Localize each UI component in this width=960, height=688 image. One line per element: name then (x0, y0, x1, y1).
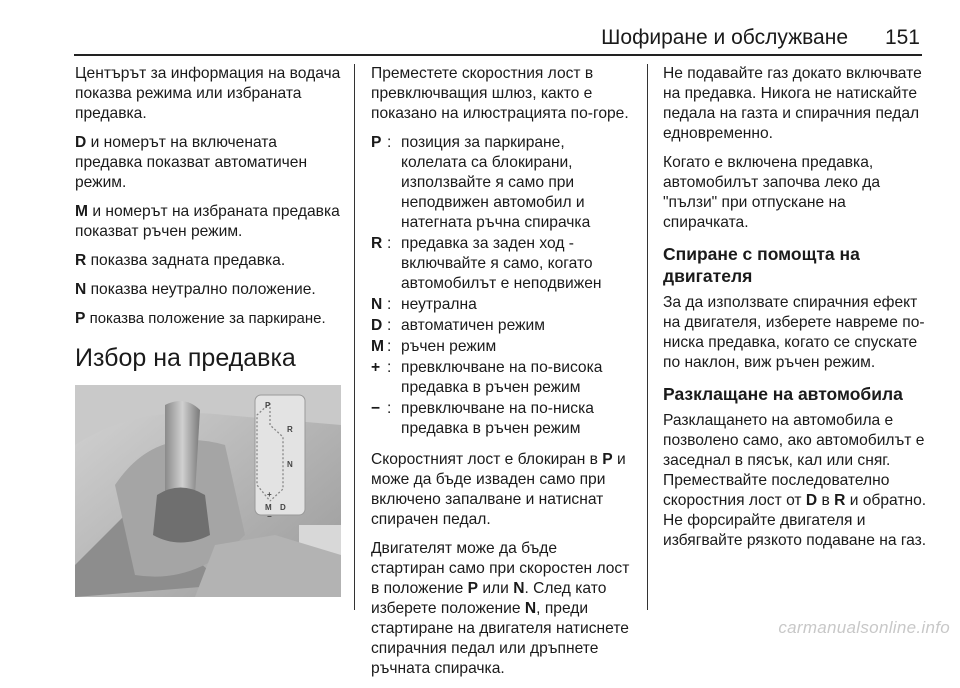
header-rule (74, 54, 922, 56)
paragraph-move-lever: Преместете скоростния лост в превключващия шлюз, както е показано на илюстрацията по-горе. (371, 65, 629, 122)
paragraph-rocking-vehicle: Разклащането на автомобила е позволено само, ако автомобилът е заседнал в пясък, кал или сняг. Премествайте последователно скоростния лост от D в R и обратно. Не форсирайте двигателя и избягвайте рязкото подаване на газ. (663, 412, 927, 549)
gate-label-minus: − (267, 512, 272, 521)
page-header (0, 0, 960, 56)
paragraph-engine-start: Двигателят може да бъде стартиран само при скоростен лост в положение P или N. След като изберете положение N, преди стартиране на двигателя натиснете спирачния педал или дръпнете ръчната спирачка. (371, 540, 630, 677)
gear-positions-list (371, 133, 633, 440)
heading-engine-braking: Спиране с помощта на двигателя (663, 244, 860, 286)
gate-label-m: M (265, 503, 272, 512)
paragraph-n: N показва неутрално положение. (75, 281, 316, 298)
list-item: D : автоматичен режим (371, 317, 545, 334)
heading-gear-selection: Избор на предавка (75, 344, 296, 372)
column-2 (371, 64, 633, 688)
paragraph-creep: Когато е включена предавка, автомобилът започва леко да "пълзи" при отпускане на спирачката. (663, 154, 880, 231)
column-divider-1 (354, 64, 355, 610)
gate-label-r: R (287, 425, 293, 434)
column-divider-2 (647, 64, 648, 610)
list-item: + : превключване на по-висока предавка в ръчен режим (371, 359, 603, 396)
column-1 (75, 64, 343, 597)
gate-label-p: P (265, 401, 271, 410)
paragraph-d: D и номерът на включената предавка показват автоматичен режим. (75, 134, 308, 191)
paragraph-info-center: Центърът за информация на водача показва режима или избраната предавка. (75, 65, 341, 122)
section-title: Шофиране и обслужване (601, 26, 848, 49)
watermark: carmanualsonline.info (778, 618, 950, 637)
column-3 (663, 64, 933, 560)
gate-label-n: N (287, 460, 293, 469)
heading-rocking-vehicle: Разклащане на автомобила (663, 384, 903, 404)
gate-label-plus: + (267, 490, 272, 499)
gate-label-d: D (280, 503, 286, 512)
list-item: M : ръчен режим (371, 338, 497, 355)
list-item: N : неутрална (371, 296, 477, 313)
gear-lever-drawing (75, 385, 341, 597)
page-number: 151 (884, 26, 920, 49)
list-item: P : позиция за паркиране, колелата са блокирани, използвайте я само при неподвижен автомобил и натегната ръчна спирачка (371, 134, 591, 231)
paragraph-lever-locked: Скоростният лост е блокиран в P и може да бъде изваден само при включено запалване и натиснат спирачен педал. (371, 451, 626, 528)
list-item: R : предавка за заден ход - включвайте я само, когато автомобилът е неподвижен (371, 235, 602, 292)
paragraph-r: R показва задната предавка. (75, 252, 286, 269)
paragraph-no-throttle: Не подавайте газ докато включвате на предавка. Никога не натискайте педала на газта и спирачния педал едновременно. (663, 65, 922, 142)
paragraph-p: P показва положение за паркиране. (75, 310, 326, 327)
list-item: − : превключване на по-ниска предавка в ръчен режим (371, 400, 594, 437)
paragraph-engine-braking: За да използвате спирачния ефект на двигателя, изберете навреме по-ниска предавка, когато се спускате по наклон, виж ръчен режим. (663, 294, 925, 371)
paragraph-m: M и номерът на избраната предавка показват ръчен режим. (75, 203, 340, 240)
gear-lever-illustration (75, 385, 341, 597)
